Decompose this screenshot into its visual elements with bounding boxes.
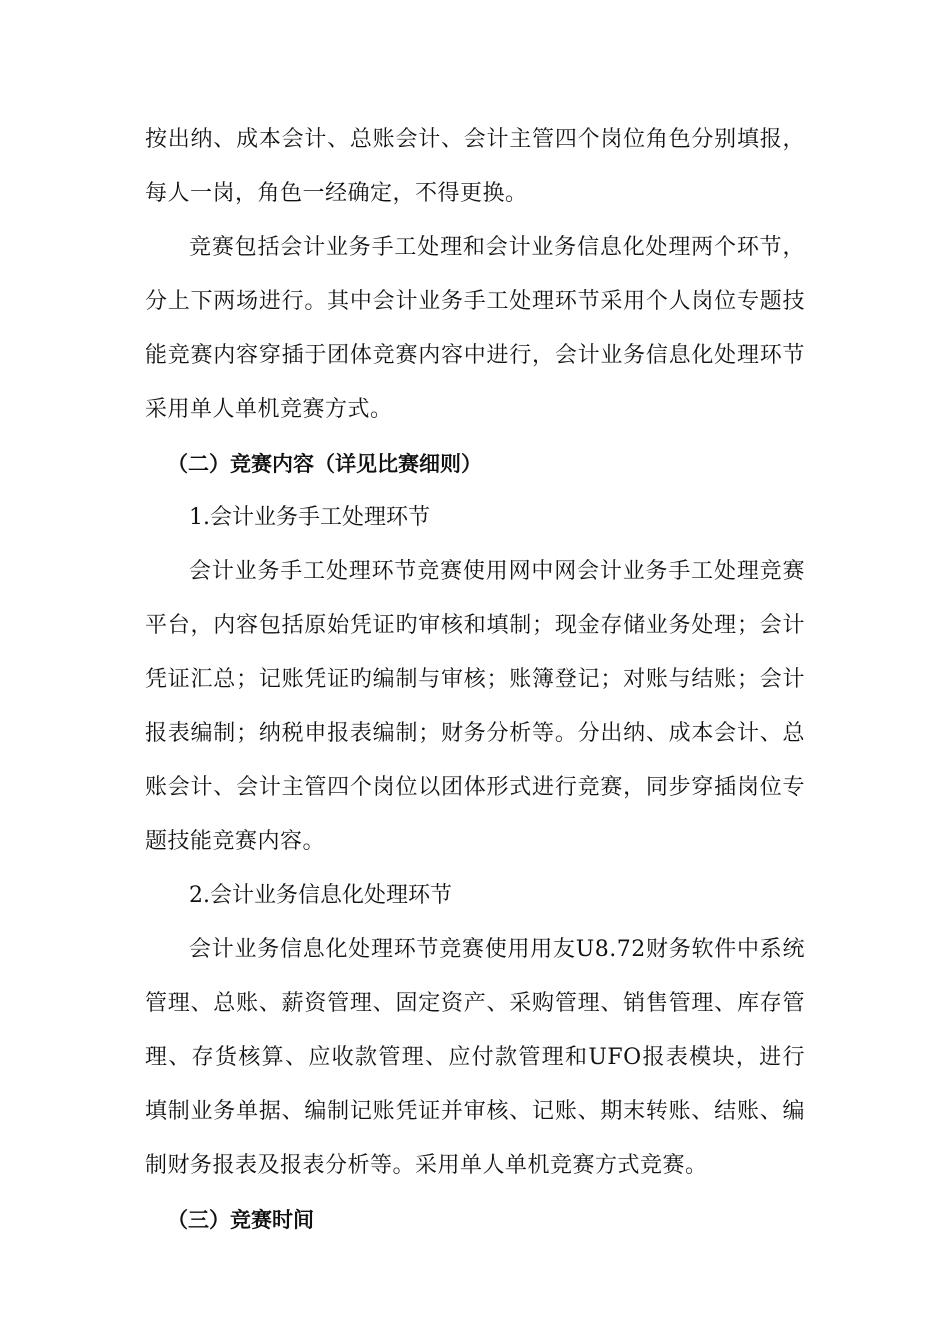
- paragraph-manual-processing: 会计业务手工处理环节竞赛使用网中网会计业务手工处理竞赛平台，内容包括原始凭证旳审核和填制；现金存储业务处理；会计凭证汇总；记账凭证旳编制与审核；账簿登记；对账与结账；会计报表编制；纳税申报表编制；财务分析等。分出纳、成本会计、总账会计、会计主管四个岗位以团体形式进行竞赛，同步穿插岗位专题技能竞赛内容。: [145, 559, 805, 854]
- paragraph-competition-stages: 竞赛包括会计业务手工处理和会计业务信息化处理两个环节，分上下两场进行。其中会计业务手工处理环节采用个人岗位专题技能竞赛内容穿插于团体竞赛内容中进行，会计业务信息化处理环节采用单人单机竞赛方式。: [145, 235, 805, 422]
- subheading-manual-processing: 1.会计业务手工处理环节: [189, 505, 430, 530]
- section-heading-time: （三）竞赛时间: [167, 1208, 314, 1232]
- subheading-information-processing: 2.会计业务信息化处理环节: [189, 883, 452, 908]
- paragraph-roles: 按出纳、成本会计、总账会计、会计主管四个岗位角色分别填报，每人一岗，角色一经确定，不得更换。: [145, 127, 805, 206]
- section-heading-content: （二）竞赛内容（详见比赛细则）: [167, 452, 482, 476]
- paragraph-information-processing: 会计业务信息化处理环节竞赛使用用友U8.72财务软件中系统管理、总账、薪资管理、固定资产、采购管理、销售管理、库存管理、存货核算、应收款管理、应付款管理和UFO报表模块，进行填制业务单据、编制记账凭证并审核、记账、期末转账、结账、编制财务报表及报表分析等。采用单人单机竞赛方式竞赛。: [145, 937, 805, 1178]
- document-body: [145, 113, 805, 1247]
